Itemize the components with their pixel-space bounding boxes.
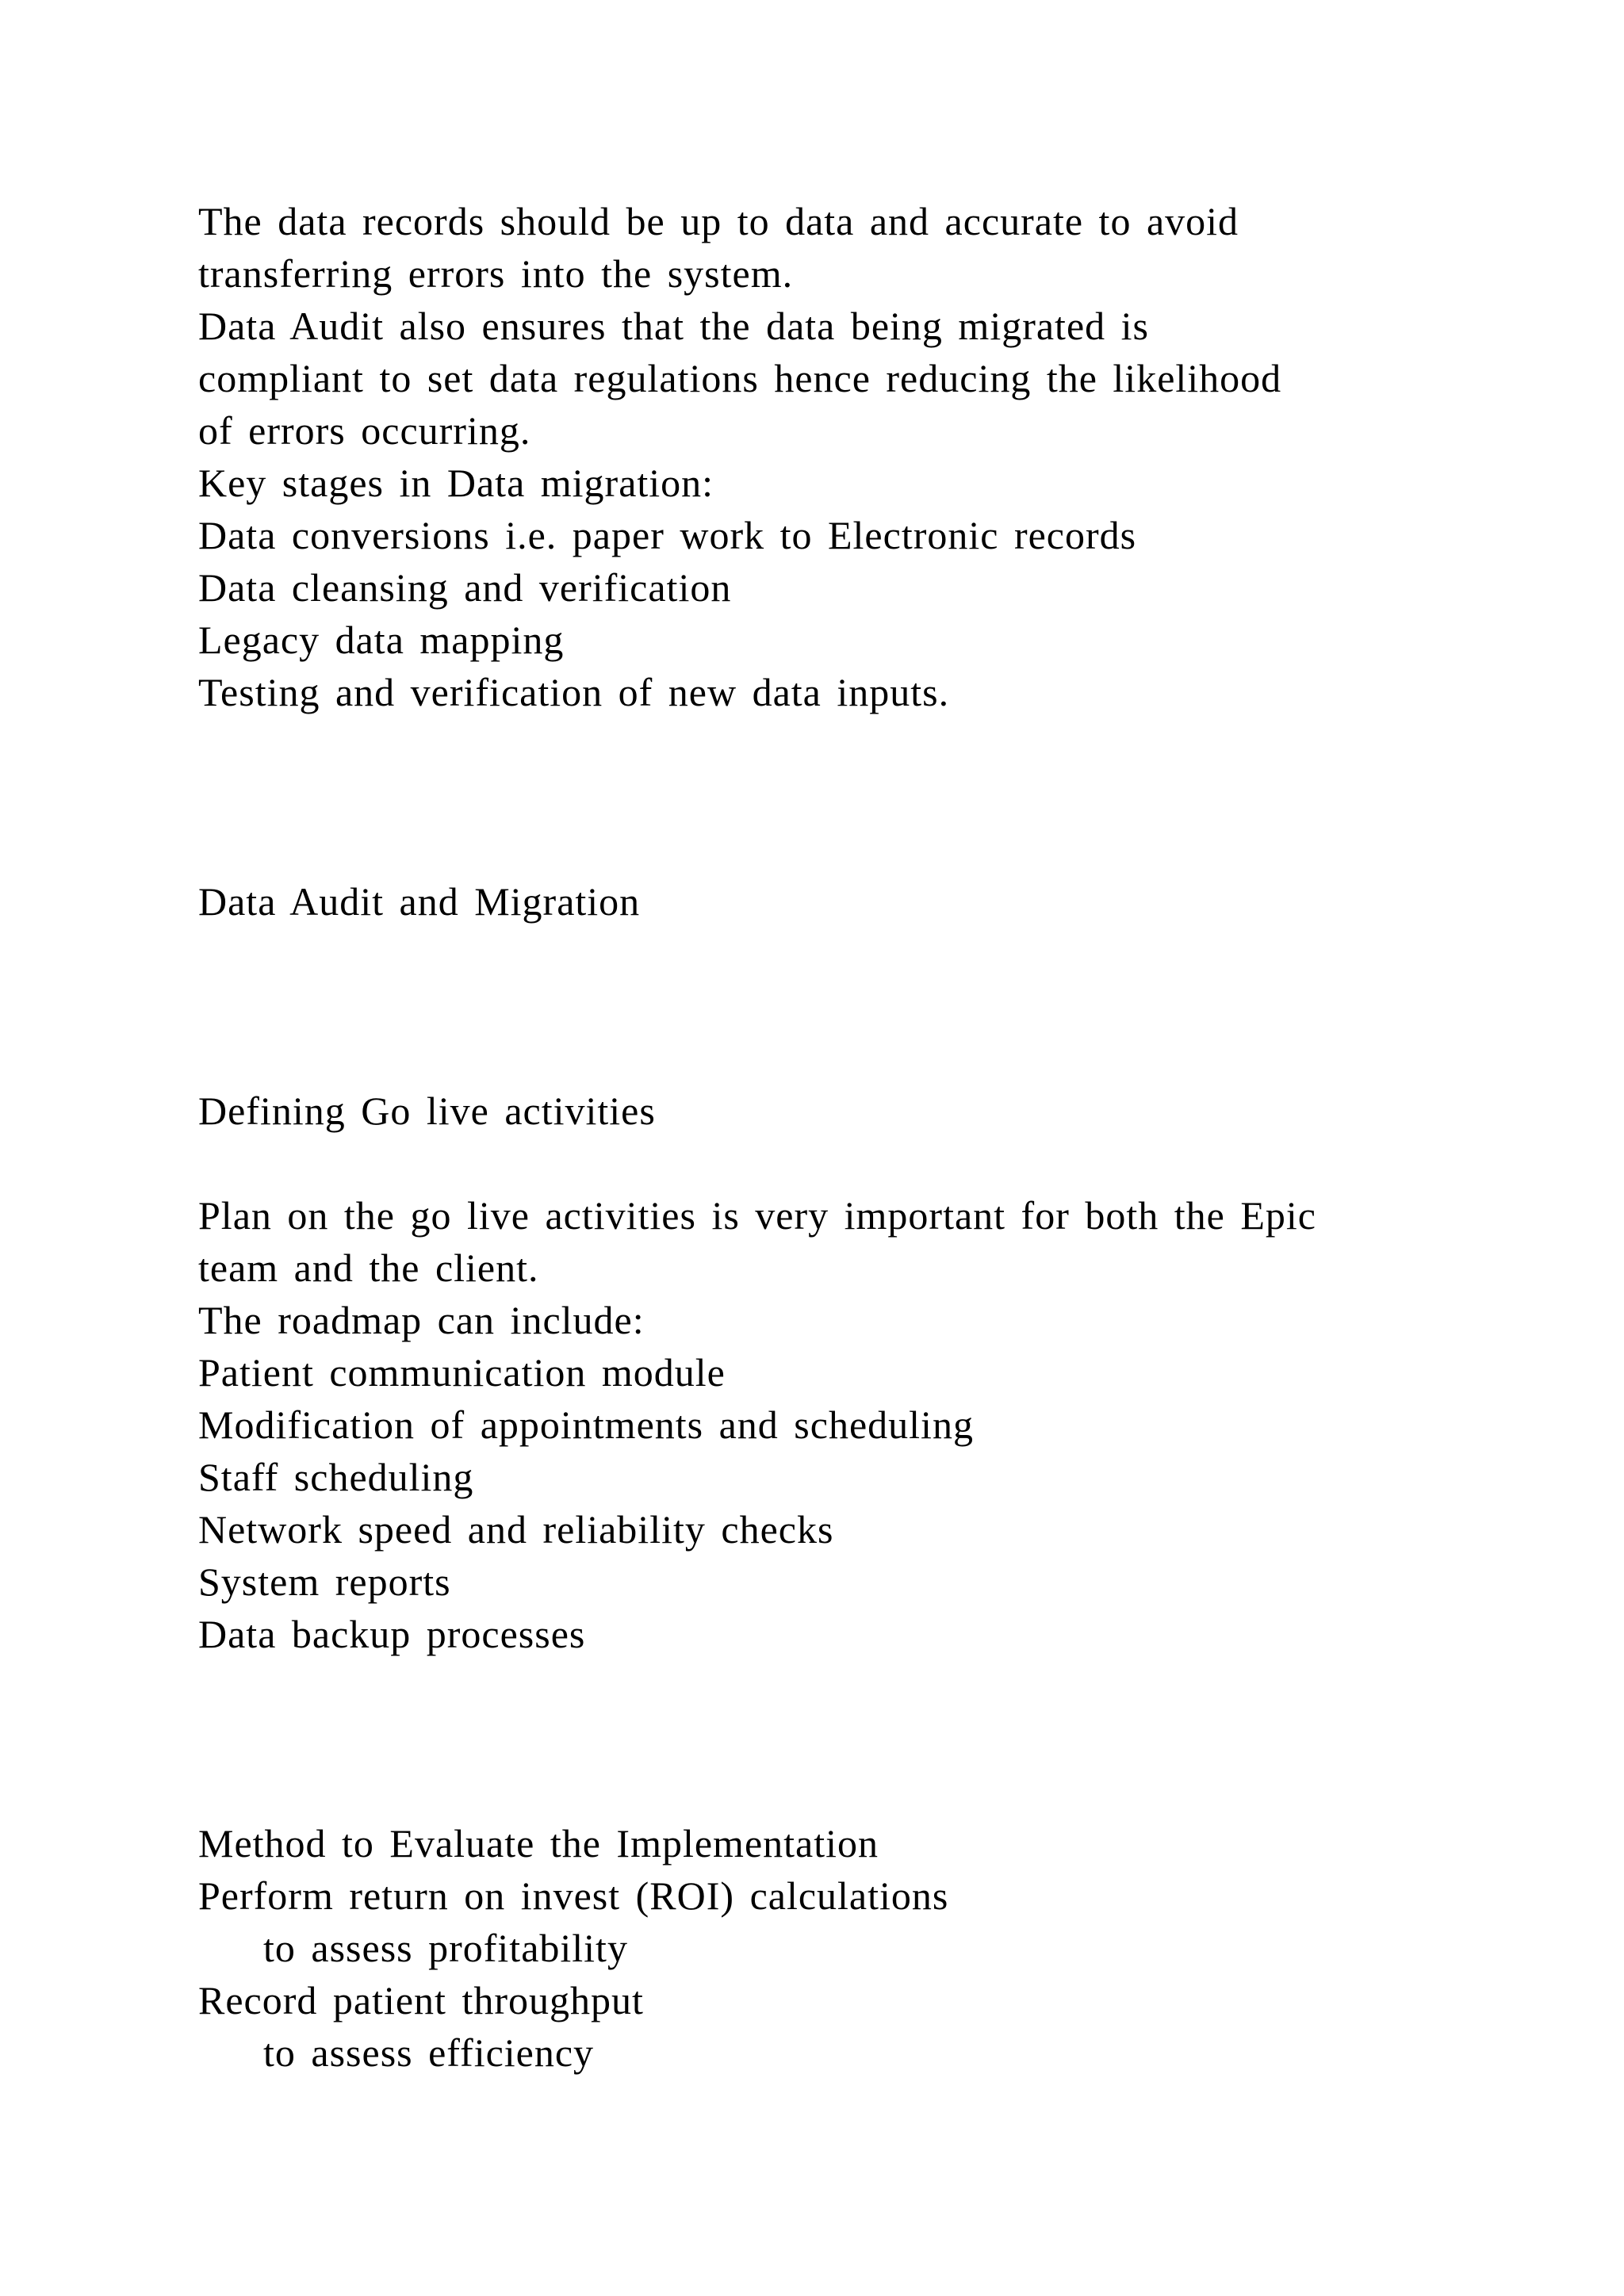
text-line: team and the client. — [198, 1246, 539, 1290]
text-line: The data records should be up to data and accurate to avoid — [198, 199, 1239, 243]
section-heading-go-live: Defining Go live activities — [198, 1089, 656, 1133]
text-line: Record patient throughput — [198, 1978, 644, 2022]
text-line: System reports — [198, 1559, 451, 1604]
text-line-indented: to assess profitability — [263, 1926, 628, 1970]
text-line: Data backup processes — [198, 1612, 586, 1656]
text-line: Staff scheduling — [198, 1455, 474, 1499]
text-line: Perform return on invest (ROI) calculations — [198, 1873, 949, 1918]
text-line: transferring errors into the system. — [198, 251, 794, 296]
text-line: Legacy data mapping — [198, 618, 565, 662]
text-line: of errors occurring. — [198, 408, 531, 453]
text-line: Data Audit also ensures that the data being migrated is — [198, 304, 1149, 348]
section-heading-evaluation: Method to Evaluate the Implementation — [198, 1821, 879, 1866]
text-line-indented: to assess efficiency — [263, 2030, 595, 2075]
text-line: Key stages in Data migration: — [198, 461, 714, 505]
text-line: Patient communication module — [198, 1350, 726, 1395]
text-line: The roadmap can include: — [198, 1298, 645, 1342]
text-line: Network speed and reliability checks — [198, 1507, 834, 1552]
text-line: Data cleansing and verification — [198, 565, 732, 610]
text-line: Modification of appointments and scheduling — [198, 1402, 974, 1447]
text-line: compliant to set data regulations hence reducing the likelihood — [198, 356, 1282, 400]
text-line: Data conversions i.e. paper work to Electronic records — [198, 513, 1137, 557]
section-heading-data-audit: Data Audit and Migration — [198, 879, 641, 924]
text-line: Plan on the go live activities is very important for both the Epic — [198, 1193, 1316, 1238]
text-line: Testing and verification of new data inputs. — [198, 670, 950, 714]
